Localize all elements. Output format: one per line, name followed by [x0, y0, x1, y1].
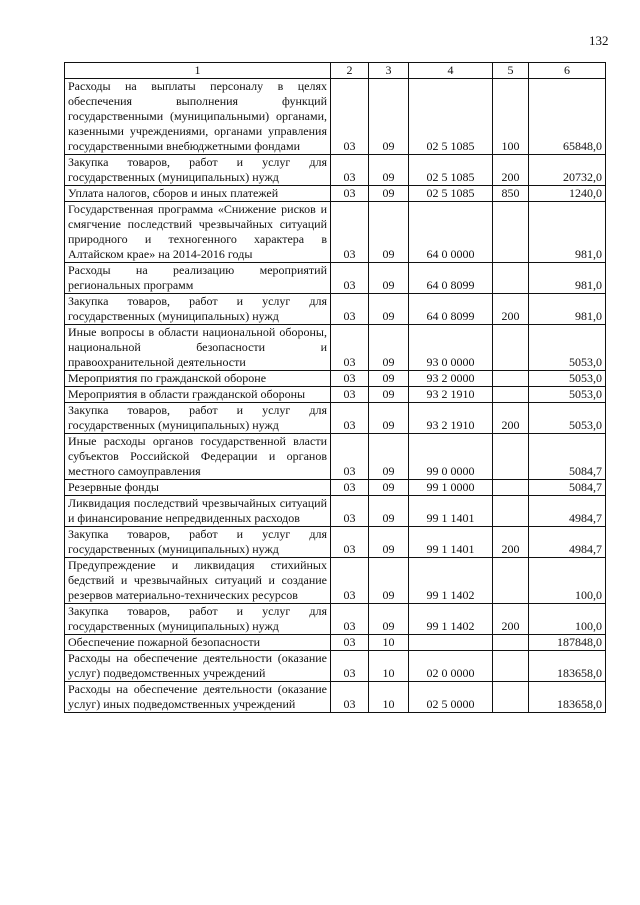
column-number-row [65, 63, 606, 79]
row-name: Иные вопросы в области национальной обороны, национальной безопасности и правоохранительной деятельности [65, 325, 331, 371]
row-expense-type: 200 [493, 604, 529, 635]
row-expense-type: 850 [493, 186, 529, 202]
row-amount: 100,0 [529, 604, 606, 635]
col-header-3: 3 [369, 63, 409, 79]
row-name: Расходы на обеспечение деятельности (оказание услуг) иных подведомственных учреждений [65, 682, 331, 713]
row-target-code: 02 5 1085 [409, 155, 493, 186]
table-row [65, 635, 606, 651]
table-row [65, 263, 606, 294]
row-section: 03 [331, 403, 369, 434]
table-row [65, 434, 606, 480]
table-row [65, 496, 606, 527]
col-header-4: 4 [409, 63, 493, 79]
table-row [65, 682, 606, 713]
row-amount: 20732,0 [529, 155, 606, 186]
row-expense-type [493, 558, 529, 604]
row-section: 03 [331, 263, 369, 294]
row-section: 03 [331, 434, 369, 480]
row-subsection: 09 [369, 496, 409, 527]
row-target-code: 99 1 1401 [409, 527, 493, 558]
row-target-code: 64 0 8099 [409, 263, 493, 294]
table-row [65, 558, 606, 604]
row-section: 03 [331, 682, 369, 713]
row-target-code: 93 2 1910 [409, 403, 493, 434]
row-section: 03 [331, 496, 369, 527]
row-subsection: 09 [369, 558, 409, 604]
row-section: 03 [331, 79, 369, 155]
table-row [65, 325, 606, 371]
row-amount: 981,0 [529, 263, 606, 294]
row-name: Иные расходы органов государственной власти субъектов Российской Федерации и органов местного самоуправления [65, 434, 331, 480]
row-expense-type [493, 371, 529, 387]
row-name: Закупка товаров, работ и услуг для государственных (муниципальных) нужд [65, 527, 331, 558]
row-section: 03 [331, 651, 369, 682]
row-target-code: 64 0 0000 [409, 202, 493, 263]
row-name: Резервные фонды [65, 480, 331, 496]
row-amount: 183658,0 [529, 682, 606, 713]
row-name: Мероприятия в области гражданской обороны [65, 387, 331, 403]
table-row [65, 294, 606, 325]
row-name: Расходы на обеспечение деятельности (оказание услуг) подведомственных учреждений [65, 651, 331, 682]
table-row [65, 155, 606, 186]
row-expense-type [493, 387, 529, 403]
col-header-1: 1 [65, 63, 331, 79]
table-row [65, 387, 606, 403]
row-subsection: 09 [369, 604, 409, 635]
row-amount: 100,0 [529, 558, 606, 604]
row-target-code: 93 0 0000 [409, 325, 493, 371]
row-amount: 981,0 [529, 202, 606, 263]
row-expense-type [493, 635, 529, 651]
row-section: 03 [331, 558, 369, 604]
row-section: 03 [331, 186, 369, 202]
row-target-code: 99 1 1402 [409, 558, 493, 604]
row-subsection: 09 [369, 480, 409, 496]
row-section: 03 [331, 325, 369, 371]
row-name: Уплата налогов, сборов и иных платежей [65, 186, 331, 202]
row-target-code: 93 2 0000 [409, 371, 493, 387]
row-subsection: 10 [369, 635, 409, 651]
table-row [65, 186, 606, 202]
row-section: 03 [331, 155, 369, 186]
row-target-code: 99 1 1402 [409, 604, 493, 635]
col-header-6: 6 [529, 63, 606, 79]
table-row [65, 480, 606, 496]
row-name: Ликвидация последствий чрезвычайных ситуаций и финансирование непредвиденных расходов [65, 496, 331, 527]
table-row [65, 403, 606, 434]
row-subsection: 09 [369, 434, 409, 480]
row-name: Обеспечение пожарной безопасности [65, 635, 331, 651]
row-target-code: 02 0 0000 [409, 651, 493, 682]
row-amount: 4984,7 [529, 496, 606, 527]
row-section: 03 [331, 604, 369, 635]
row-subsection: 09 [369, 186, 409, 202]
col-header-5: 5 [493, 63, 529, 79]
row-target-code: 64 0 8099 [409, 294, 493, 325]
row-name: Мероприятия по гражданской обороне [65, 371, 331, 387]
row-amount: 5053,0 [529, 371, 606, 387]
row-amount: 1240,0 [529, 186, 606, 202]
row-subsection: 09 [369, 371, 409, 387]
table-row [65, 527, 606, 558]
row-subsection: 09 [369, 202, 409, 263]
row-name: Закупка товаров, работ и услуг для государственных (муниципальных) нужд [65, 403, 331, 434]
row-subsection: 09 [369, 294, 409, 325]
row-expense-type [493, 263, 529, 294]
table-row [65, 371, 606, 387]
row-name: Расходы на выплаты персоналу в целях обеспечения выполнения функций государственными (муниципальными) органами, казенными учреждениями, органами управления государственными внебюджетными фондами [65, 79, 331, 155]
row-amount: 5084,7 [529, 480, 606, 496]
row-target-code: 99 1 1401 [409, 496, 493, 527]
row-name: Закупка товаров, работ и услуг для государственных (муниципальных) нужд [65, 604, 331, 635]
row-name: Закупка товаров, работ и услуг для государственных (муниципальных) нужд [65, 294, 331, 325]
row-section: 03 [331, 480, 369, 496]
row-subsection: 09 [369, 387, 409, 403]
row-target-code: 02 5 0000 [409, 682, 493, 713]
row-target-code: 93 2 1910 [409, 387, 493, 403]
row-subsection: 10 [369, 651, 409, 682]
row-target-code [409, 635, 493, 651]
table-row [65, 651, 606, 682]
row-subsection: 09 [369, 155, 409, 186]
row-amount: 5053,0 [529, 387, 606, 403]
row-amount: 183658,0 [529, 651, 606, 682]
row-amount: 5053,0 [529, 325, 606, 371]
row-expense-type: 100 [493, 79, 529, 155]
row-target-code: 02 5 1085 [409, 79, 493, 155]
row-name: Государственная программа «Снижение рисков и смягчение последствий чрезвычайных ситуаций природного и техногенного характера в Алтайском крае» на 2014-2016 годы [65, 202, 331, 263]
row-section: 03 [331, 635, 369, 651]
budget-table [64, 62, 606, 713]
row-amount: 187848,0 [529, 635, 606, 651]
row-target-code: 99 0 0000 [409, 434, 493, 480]
row-name: Предупреждение и ликвидация стихийных бедствий и чрезвычайных ситуаций и создание резервов материально-технических ресурсов [65, 558, 331, 604]
row-expense-type: 200 [493, 155, 529, 186]
row-section: 03 [331, 371, 369, 387]
row-section: 03 [331, 387, 369, 403]
row-subsection: 09 [369, 79, 409, 155]
row-name: Расходы на реализацию мероприятий региональных программ [65, 263, 331, 294]
row-subsection: 09 [369, 403, 409, 434]
row-expense-type [493, 651, 529, 682]
table-row [65, 604, 606, 635]
col-header-2: 2 [331, 63, 369, 79]
row-expense-type [493, 496, 529, 527]
row-amount: 65848,0 [529, 79, 606, 155]
row-expense-type: 200 [493, 527, 529, 558]
table-row [65, 202, 606, 263]
row-expense-type: 200 [493, 294, 529, 325]
page-number: 132 [589, 33, 609, 48]
row-expense-type [493, 682, 529, 713]
row-expense-type [493, 434, 529, 480]
row-section: 03 [331, 527, 369, 558]
row-section: 03 [331, 294, 369, 325]
row-amount: 5084,7 [529, 434, 606, 480]
table-row [65, 79, 606, 155]
row-amount: 981,0 [529, 294, 606, 325]
row-expense-type: 200 [493, 403, 529, 434]
row-name: Закупка товаров, работ и услуг для государственных (муниципальных) нужд [65, 155, 331, 186]
row-subsection: 09 [369, 325, 409, 371]
row-amount: 4984,7 [529, 527, 606, 558]
row-subsection: 09 [369, 263, 409, 294]
row-target-code: 99 1 0000 [409, 480, 493, 496]
row-amount: 5053,0 [529, 403, 606, 434]
row-expense-type [493, 480, 529, 496]
row-expense-type [493, 325, 529, 371]
row-subsection: 10 [369, 682, 409, 713]
row-expense-type [493, 202, 529, 263]
row-subsection: 09 [369, 527, 409, 558]
row-section: 03 [331, 202, 369, 263]
row-target-code: 02 5 1085 [409, 186, 493, 202]
